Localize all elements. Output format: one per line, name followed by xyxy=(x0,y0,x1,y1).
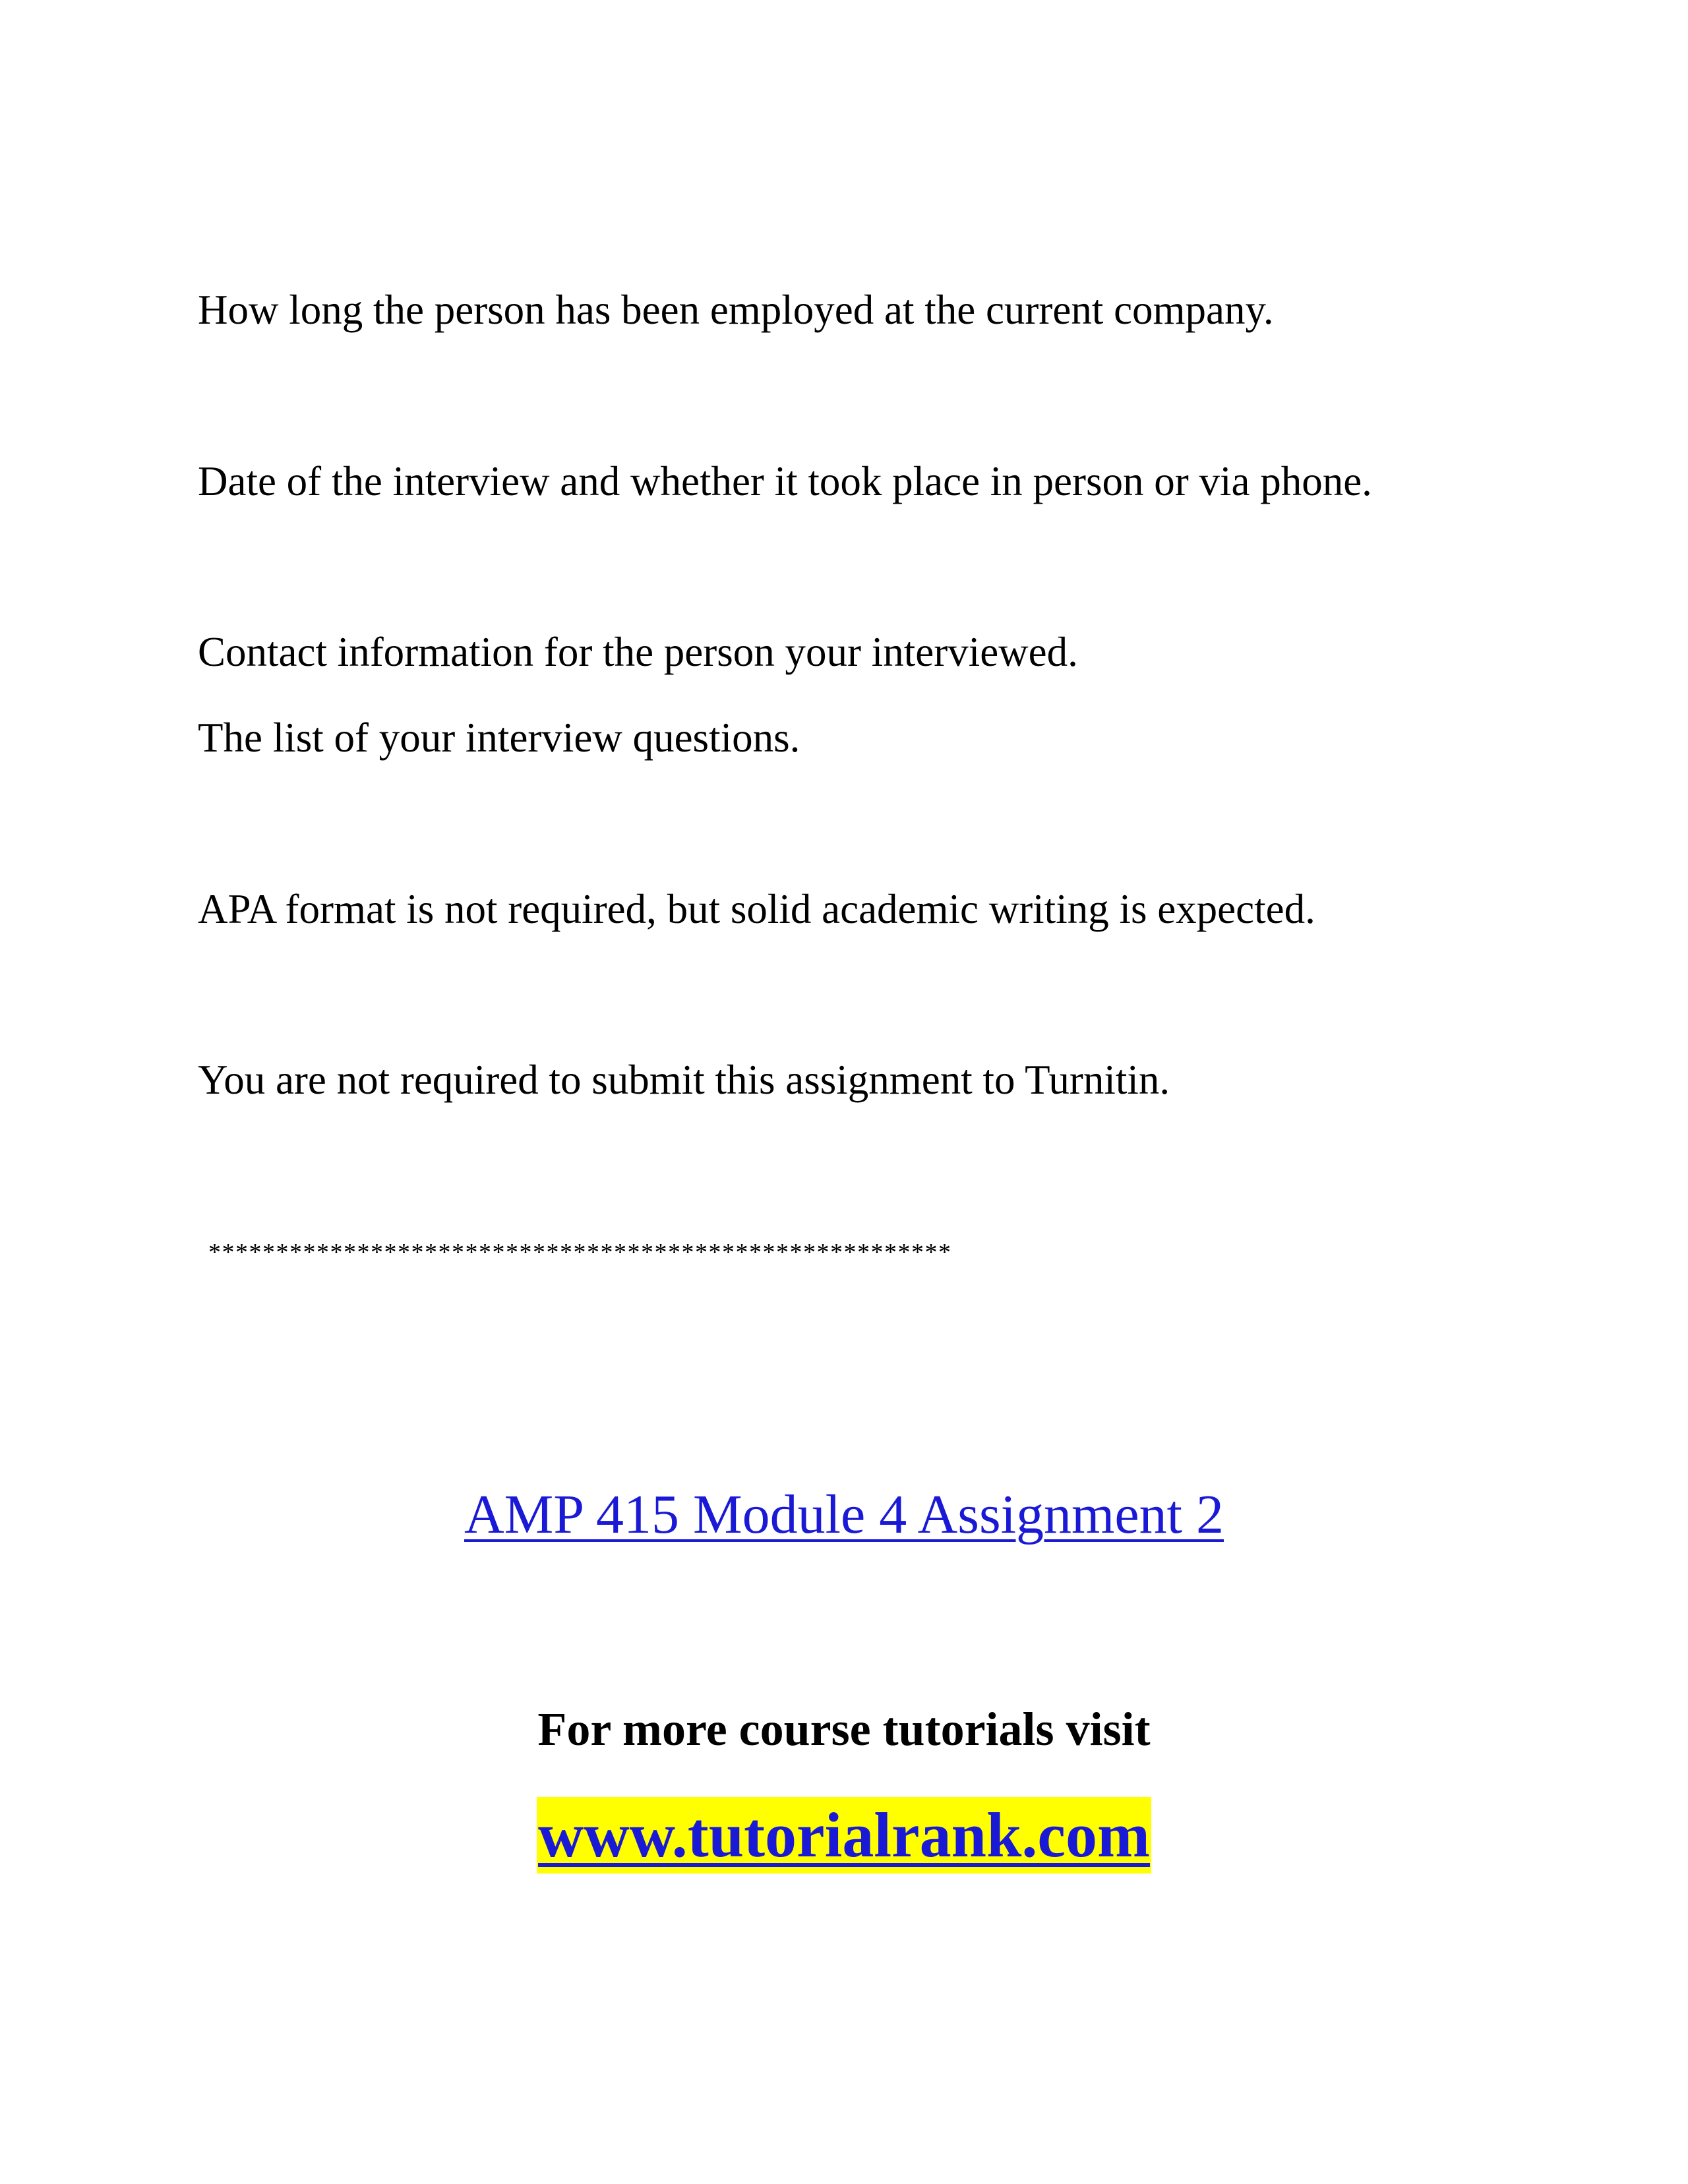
course-link-container xyxy=(0,1482,1688,1548)
tutorial-site-link[interactable]: www.tutorialrank.com xyxy=(537,1797,1151,1874)
note-turnitin: You are not required to submit this assignment to Turnitin. xyxy=(198,1057,1170,1103)
asterisk-separator: ******************************************************* xyxy=(208,1239,952,1266)
requirement-contact-info: Contact information for the person your interviewed. xyxy=(198,629,1078,675)
requirement-question-list: The list of your interview questions. xyxy=(198,715,800,761)
promo-container xyxy=(0,1699,1688,1759)
requirement-employment-duration: How long the person has been employed at the current company. xyxy=(198,287,1274,333)
requirement-interview-date: Date of the interview and whether it took place in person or via phone. xyxy=(198,458,1372,504)
course-assignment-link[interactable]: AMP 415 Module 4 Assignment 2 xyxy=(464,1484,1224,1545)
note-apa-format: APA format is not required, but solid academic writing is expected. xyxy=(198,886,1315,932)
promo-text: For more course tutorials visit xyxy=(537,1703,1151,1756)
site-link-container xyxy=(0,1797,1688,1874)
